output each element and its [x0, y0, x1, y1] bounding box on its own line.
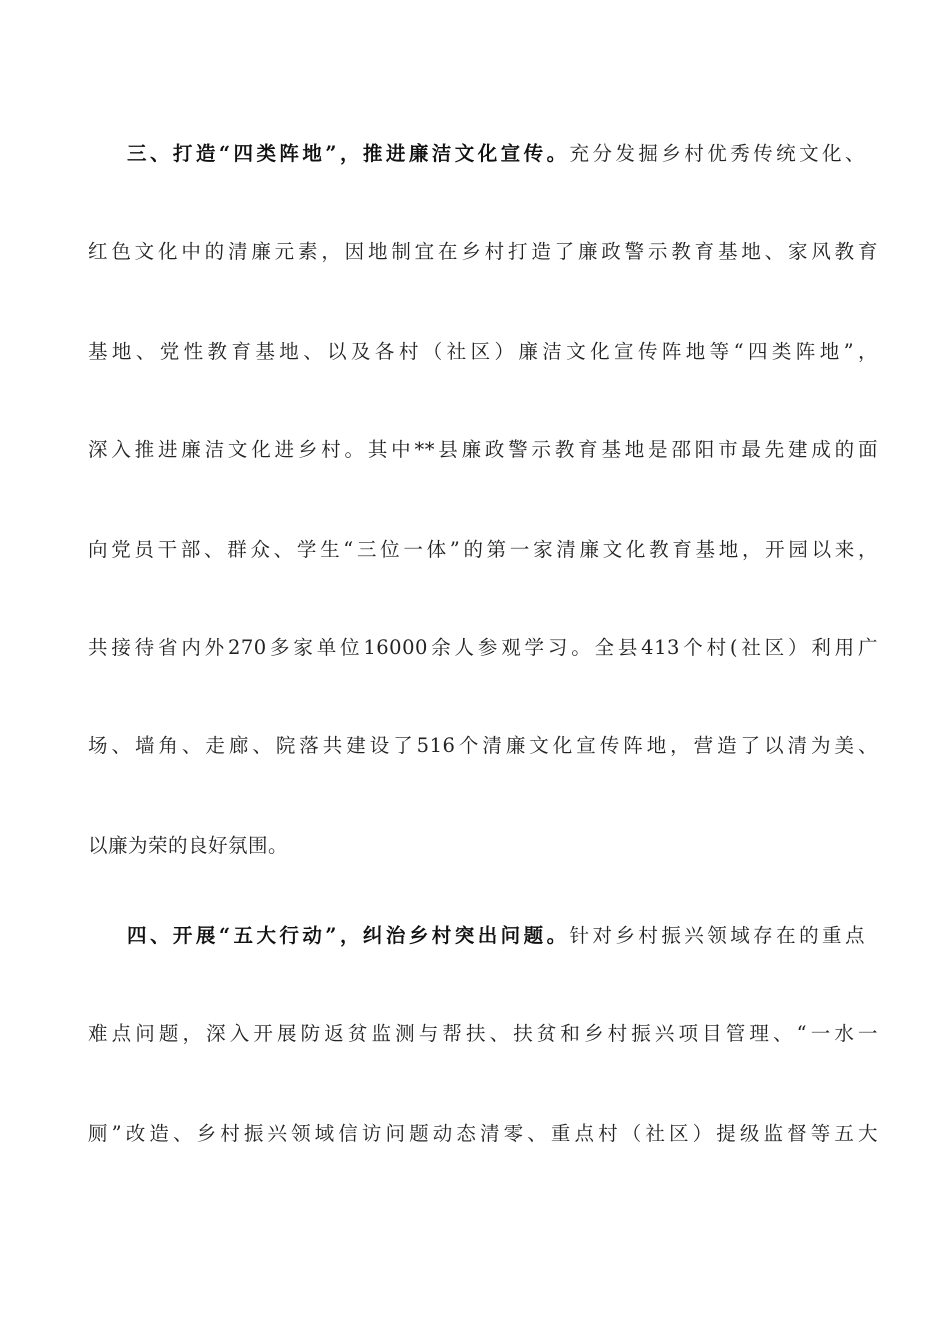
paragraph-1-line-8: 以廉为荣的良好氛围。: [88, 834, 289, 857]
paragraph-1-line-6: 共接待省内外270多家单位16000余人参观学习。全县413个村(社区）利用广: [88, 636, 878, 659]
paragraph-1-line-2: 红色文化中的清廉元素，因地制宜在乡村打造了廉政警示教育基地、家风教育: [88, 240, 878, 263]
paragraph-2-line-3: 厕”改造、乡村振兴领域信访问题动态清零、重点村（社区）提级监督等五大: [88, 1122, 878, 1145]
paragraph-1-line-1: [127, 140, 865, 168]
paragraph-text: 针对乡村振兴领域存在的重点: [569, 924, 865, 947]
section-heading-3: 三、打造“四类阵地”，推进廉洁文化宣传。: [127, 142, 570, 165]
paragraph-1-line-5: 向党员干部、群众、学生“三位一体”的第一家清廉文化教育基地，开园以来，: [88, 538, 878, 561]
paragraph-2-line-1: [127, 922, 865, 950]
paragraph-text: 充分发掘乡村优秀传统文化、: [569, 142, 865, 165]
paragraph-1-line-4: 深入推进廉洁文化进乡村。其中**县廉政警示教育基地是邵阳市最先建成的面: [88, 438, 878, 461]
paragraph-1-line-7: 场、墙角、走廊、院落共建设了516个清廉文化宣传阵地，营造了以清为美、: [88, 734, 878, 757]
section-heading-4: 四、开展“五大行动”，纠治乡村突出问题。: [127, 924, 570, 947]
paragraph-2-line-2: 难点问题，深入开展防返贫监测与帮扶、扶贫和乡村振兴项目管理、“一水一: [88, 1022, 878, 1045]
paragraph-1-line-3: 基地、党性教育基地、以及各村（社区）廉洁文化宣传阵地等“四类阵地”，: [88, 340, 878, 363]
